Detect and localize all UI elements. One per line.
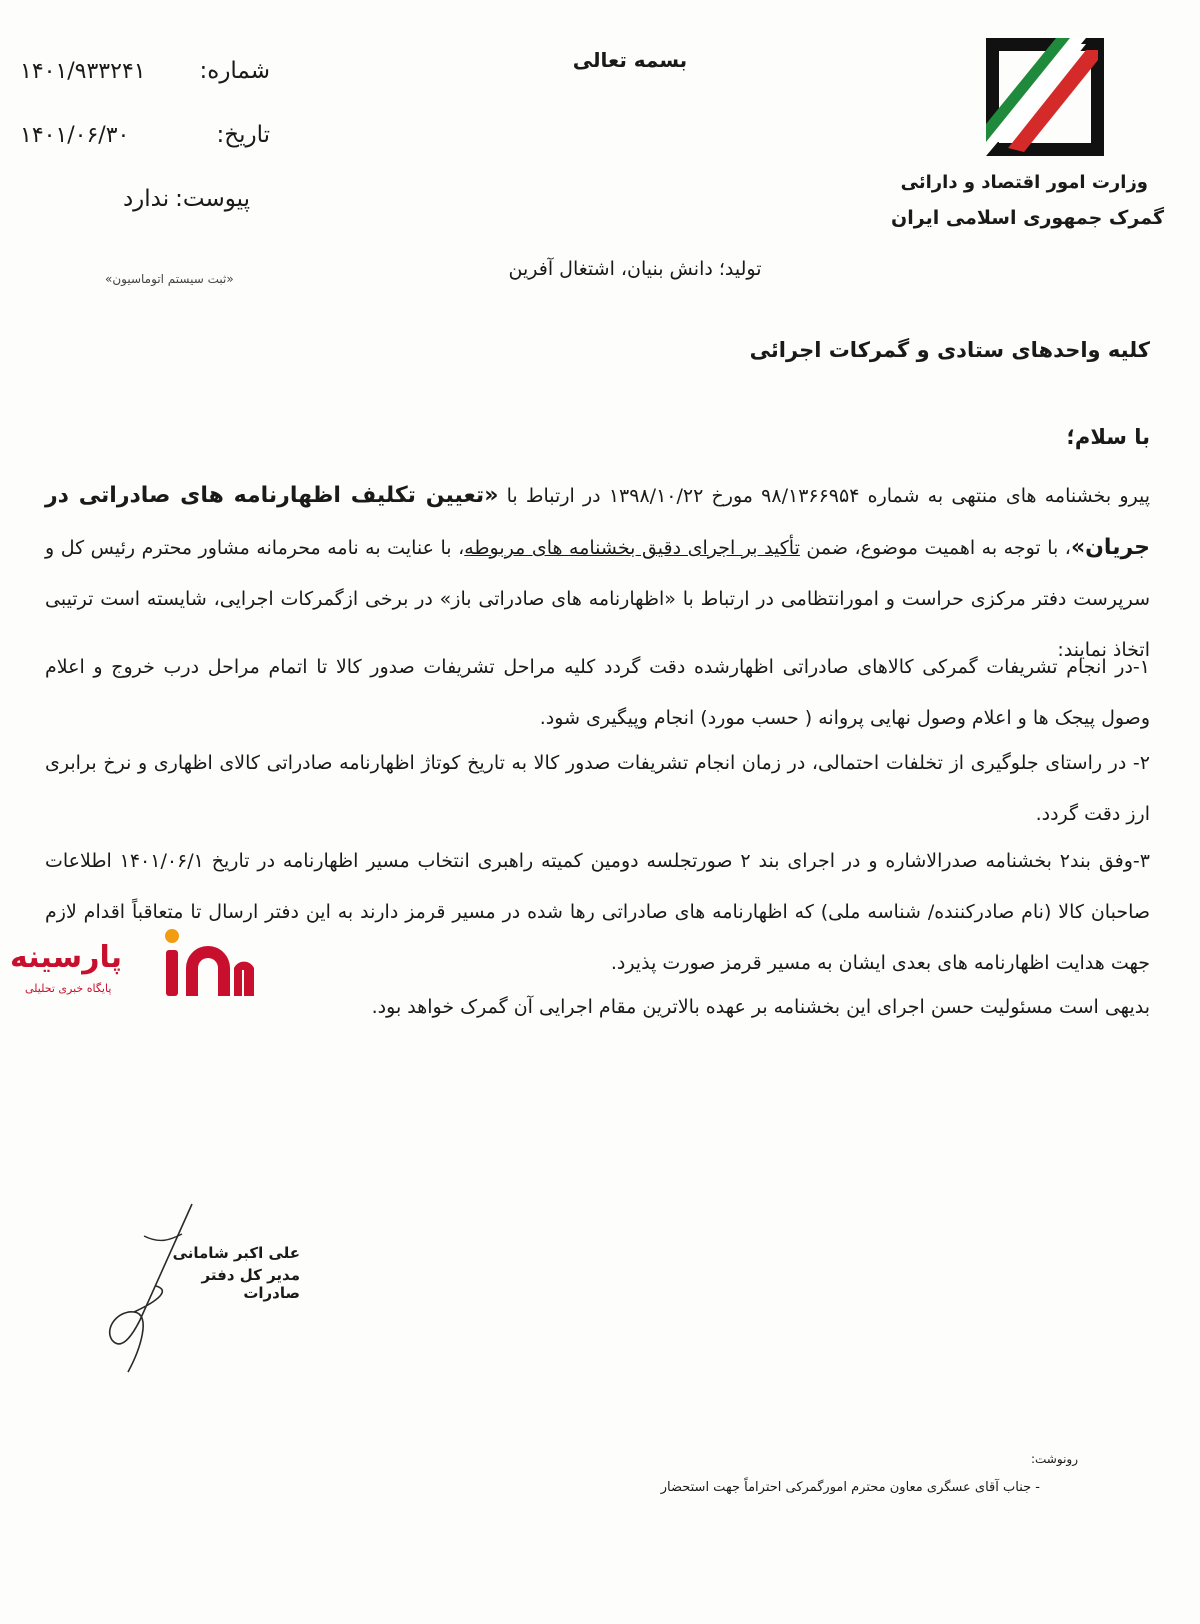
attachment-label: پیوست: <box>175 186 250 212</box>
customs-name: گمرک جمهوری اسلامی ایران <box>891 207 1164 229</box>
customs-logo-icon <box>986 38 1104 156</box>
system-note: «ثبت سیستم اتوماسیون» <box>105 272 234 286</box>
item-2: ۲- در راستای جلوگیری از تخلفات احتمالی، در زمان انجام تشریفات صدور کالا به تاریخ کوتاژ اظهارنامه صادراتی کالای اظهاری و نرخ برابری ارز دقت گردد. <box>45 752 1150 825</box>
watermark-tagline: پایگاه خبری تحلیلی <box>25 982 112 995</box>
number-value: ۱۴۰۱/۹۳۳۲۴۱ <box>20 59 146 84</box>
signer-title: مدیر کل دفتر صادرات <box>201 1266 300 1302</box>
date-value: ۱۴۰۱/۰۶/۳۰ <box>20 123 130 148</box>
item-1: ۱-در انجام تشریفات گمرکی کالاهای صادراتی اظهارشده دقت گردد کلیه مراحل تشریفات صدور کالا تا اتمام مراحل درب خروج و اعلام وصول پیجک ها و اعلام وصول نهایی پروانه ( حسب مورد) انجام وپیگیری شود. <box>45 656 1150 729</box>
date-label: تاریخ: <box>216 122 270 148</box>
signer-name: علی اکبر شامانی <box>172 1244 300 1262</box>
intro-bold-phrase: «تعیین تکلیف اظهارنامه های صادراتی در جریان» <box>45 483 1150 560</box>
intro-text-c: ، با عنایت به نامه محرمانه مشاور محترم رئیس کل و سرپرست دفتر مرکزی حراست و امورانتظامی در ارتباط با «اظهارنامه های صادراتی باز» در برخی ازگمرکات اجرایی، شایسته است ترتیبی اتخاذ نمایند: <box>45 537 1150 661</box>
watermark-name: پارسینه <box>10 940 122 975</box>
cc-recipient: - جناب آقای عسگری معاون محترم امورگمرکی احتراماً جهت استحضار <box>660 1480 1040 1495</box>
intro-underlined-phrase: تأکید بر اجرای دقیق بخشنامه های مربوطه <box>464 537 800 559</box>
attachment-row <box>105 186 250 212</box>
parsineh-logo-icon <box>162 928 256 1000</box>
intro-text-a: پیرو بخشنامه های منتهی به شماره ۹۸/۱۳۶۶۹۵۴ مورخ ۱۳۹۸/۱۰/۲۲ در ارتباط با <box>498 485 1151 507</box>
attachment-value: ندارد <box>122 186 170 212</box>
intro-text-b: ، با توجه به اهمیت موضوع، ضمن <box>799 537 1071 559</box>
closing-sentence: بدیهی است مسئولیت حسن اجرای این بخشنامه بر عهده بالاترین مقام اجرایی آن گمرک خواهد بود. <box>371 996 1150 1018</box>
item-3: ۳-وفق بند۲ بخشنامه صدرالاشاره و در اجرای بند ۲ صورتجلسه دومین کمیته راهبری انتخاب مسیر اظهارنامه در تاریخ ۱۴۰۱/۰۶/۱ اطلاعات صاحبان کالا (نام صادرکننده/ شناسه ملی) که اظهارنامه های صادراتی رها شده در مسیر قرمز دارند به این دفتر ارسال تا متعاقباً اقدام لازم جهت هدایت اظهارنامه های بعدی ایشان به مسیر قرمز صورت پذیرد. <box>45 850 1151 974</box>
number-row <box>20 58 270 84</box>
greeting: با سلام؛ <box>1066 425 1150 449</box>
cc-label: رونوشت: <box>1030 1452 1078 1466</box>
recipient: کلیه واحدهای ستادی و گمرکات اجرائی <box>749 338 1150 362</box>
year-slogan: تولید؛ دانش بنیان، اشتغال آفرین <box>508 258 762 280</box>
number-label: شماره: <box>199 58 270 84</box>
watermark <box>10 928 260 1008</box>
ministry-name: وزارت امور اقتصاد و دارائی <box>900 172 1148 193</box>
bismillah: بسمه تعالی <box>572 48 688 72</box>
date-row <box>20 122 270 148</box>
